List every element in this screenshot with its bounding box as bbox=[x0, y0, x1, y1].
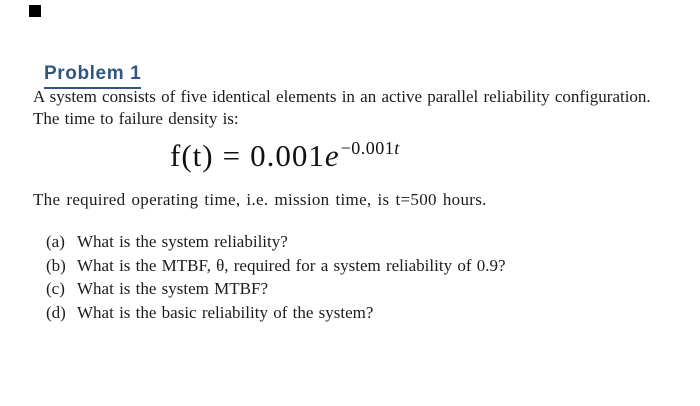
formula-exponent bbox=[341, 138, 400, 158]
intro-paragraph bbox=[33, 86, 651, 130]
problem-title-text: Problem 1 bbox=[44, 63, 141, 89]
question-label-d: (d) bbox=[46, 302, 66, 322]
question-label-b: (b) bbox=[46, 255, 66, 275]
exponent-coefficient: −0.001 bbox=[340, 138, 395, 158]
question-label-a: (a) bbox=[46, 232, 65, 251]
corner-square-marker bbox=[29, 5, 41, 17]
question-row-d bbox=[46, 301, 506, 325]
problem-title bbox=[44, 63, 141, 89]
formula-coefficient: 0.001 bbox=[250, 138, 325, 173]
question-row-a bbox=[46, 230, 506, 254]
intro-line-1: A system consists of five identical elements in an active parallel reliability configuration. bbox=[33, 87, 651, 106]
questions-list bbox=[46, 230, 506, 324]
question-text-c: What is the system MTBF? bbox=[77, 279, 268, 298]
intro-line-2: The time to failure density is: bbox=[33, 109, 239, 128]
question-row-b bbox=[46, 254, 506, 278]
question-label-c: (c) bbox=[46, 279, 65, 298]
euler-e: e bbox=[324, 138, 340, 173]
mission-time-line: The required operating time, i.e. mission time, is t=500 hours. bbox=[33, 190, 487, 209]
equals-sign: = bbox=[222, 138, 242, 173]
question-text-a: What is the system reliability? bbox=[77, 232, 288, 251]
question-row-c bbox=[46, 277, 506, 301]
question-text-d: What is the basic reliability of the system? bbox=[77, 302, 374, 322]
question-text-b: What is the MTBF, θ, required for a system reliability of 0.9? bbox=[77, 255, 506, 275]
failure-density-formula bbox=[170, 136, 400, 180]
formula-lhs: f(t) bbox=[170, 138, 214, 173]
exponent-variable: t bbox=[394, 138, 400, 158]
